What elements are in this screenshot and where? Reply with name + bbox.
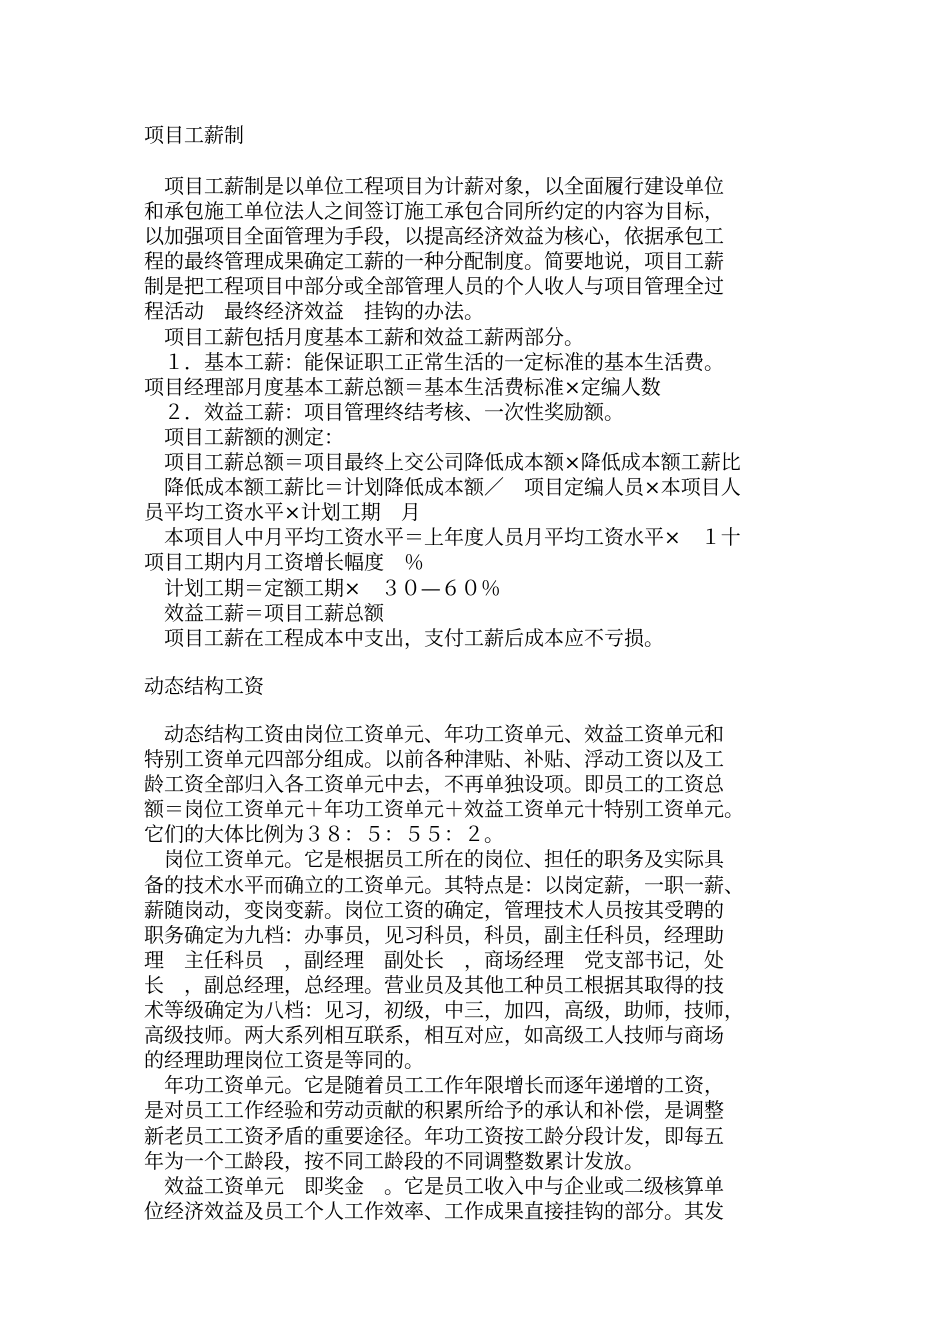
text-line: 降低成本额工薪比＝计划降低成本额／ 项目定编人员×本项目人	[144, 475, 741, 500]
text-line: 项目工薪制是以单位工程项目为计薪对象，以全面履行建设单位	[144, 174, 724, 198]
text-line: 的经理助理岗位工资是等同的。	[144, 1048, 424, 1073]
text-line: 是对员工工作经验和劳动贡献的积累所给予的承认和补偿，是调整	[144, 1098, 724, 1123]
text-line: 薪随岗动，变岗变薪。岗位工资的确定，管理技术人员按其受聘的	[144, 897, 724, 922]
text-line: 新老员工工资矛盾的重要途径。年功工资按工龄分段计发，即每五	[144, 1123, 724, 1148]
text-line: 项目工薪包括月度基本工薪和效益工薪两部分。	[144, 324, 584, 349]
text-line: 项目经理部月度基本工薪总额＝基本生活费标准×定编人数	[144, 374, 661, 399]
text-line: 本项目人中月平均工资水平＝上年度人员月平均工资水平× １十	[144, 525, 741, 550]
text-line: 职务确定为九档：办事员，见习科员，科员，副主任科员，经理助	[144, 922, 724, 947]
text-line: 以加强项目全面管理为手段，以提高经济效益为核心，依据承包工	[144, 224, 724, 249]
text-line: 年功工资单元。它是随着员工工作年限增长而逐年递增的工资，	[144, 1073, 724, 1098]
text-line: 制是把工程项目中部分或全部管理人员的个人收人与项目管理全过	[144, 274, 724, 299]
text-line: 位经济效益及员工个人工作效率、工作成果直接挂钩的部分。其发	[144, 1198, 724, 1223]
text-line: 理 主任科员 ，副经理 副处长 ，商场经理 党支部书记，处	[144, 947, 724, 972]
text-line: 效益工资单元 即奖金 。它是员工收入中与企业或二级核算单	[144, 1173, 724, 1198]
text-line: 项目工薪在工程成本中支出，支付工薪后成本应不亏损。	[144, 625, 664, 650]
text-line: 和承包施工单位法人之间签订施工承包合同所约定的内容为目标，	[144, 199, 724, 224]
text-line: 特别工资单元四部分组成。以前各种津贴、补贴、浮动工资以及工	[144, 747, 724, 772]
text-line: 龄工资全部归入各工资单元中去，不再单独设项。即员工的工资总	[144, 772, 724, 797]
text-line: 员平均工资水平×计划工期 月	[144, 500, 421, 525]
text-line: 程活动 最终经济效益 挂钩的办法。	[144, 299, 484, 324]
text-line: 岗位工资单元。它是根据员工所在的岗位、担任的职务及实际具	[144, 847, 724, 872]
section-body-project-salary	[144, 174, 834, 651]
text-line: 术等级确定为八档：见习，初级，中三，加四，高级，助师，技师，	[144, 998, 744, 1023]
text-line: 动态结构工资由岗位工资单元、年功工资单元、效益工资单元和	[144, 722, 724, 746]
text-line: 项目工薪额的测定：	[144, 424, 344, 449]
text-line: 计划工期＝定额工期× ３０—６０％	[144, 575, 501, 600]
section-heading-dynamic-structure-wage: 动态结构工资	[144, 674, 264, 698]
text-line: 额＝岗位工资单元＋年功工资单元＋效益工资单元十特别工资单元。	[144, 797, 744, 822]
text-line: 项目工期内月工资增长幅度 ％	[144, 550, 424, 575]
text-line: 它们的大体比例为３８：５：５５：２。	[144, 822, 504, 847]
section-body-dynamic-structure-wage	[144, 722, 834, 1224]
text-line: 高级技师。两大系列相互联系，相互对应，如高级工人技师与商场	[144, 1023, 724, 1048]
text-line: 长 ，副总经理，总经理。营业员及其他工种员工根据其取得的技	[144, 972, 724, 997]
text-line: 年为一个工龄段，按不同工龄段的不同调整数累计发放。	[144, 1148, 644, 1173]
text-line: １．基本工薪：能保证职工正常生活的一定标准的基本生活费。	[144, 349, 724, 374]
text-line: 程的最终管理成果确定工薪的一种分配制度。简要地说，项目工薪	[144, 249, 724, 274]
text-line: 效益工薪＝项目工薪总额	[144, 600, 384, 625]
text-line: 项目工薪总额＝项目最终上交公司降低成本额×降低成本额工薪比	[144, 450, 741, 475]
text-line: 备的技术水平而确立的工资单元。其特点是：以岗定薪，一职一薪、	[144, 872, 744, 897]
text-line: ２．效益工薪：项目管理终结考核、一次性奖励额。	[144, 399, 624, 424]
section-heading-project-salary: 项目工薪制	[144, 123, 244, 147]
